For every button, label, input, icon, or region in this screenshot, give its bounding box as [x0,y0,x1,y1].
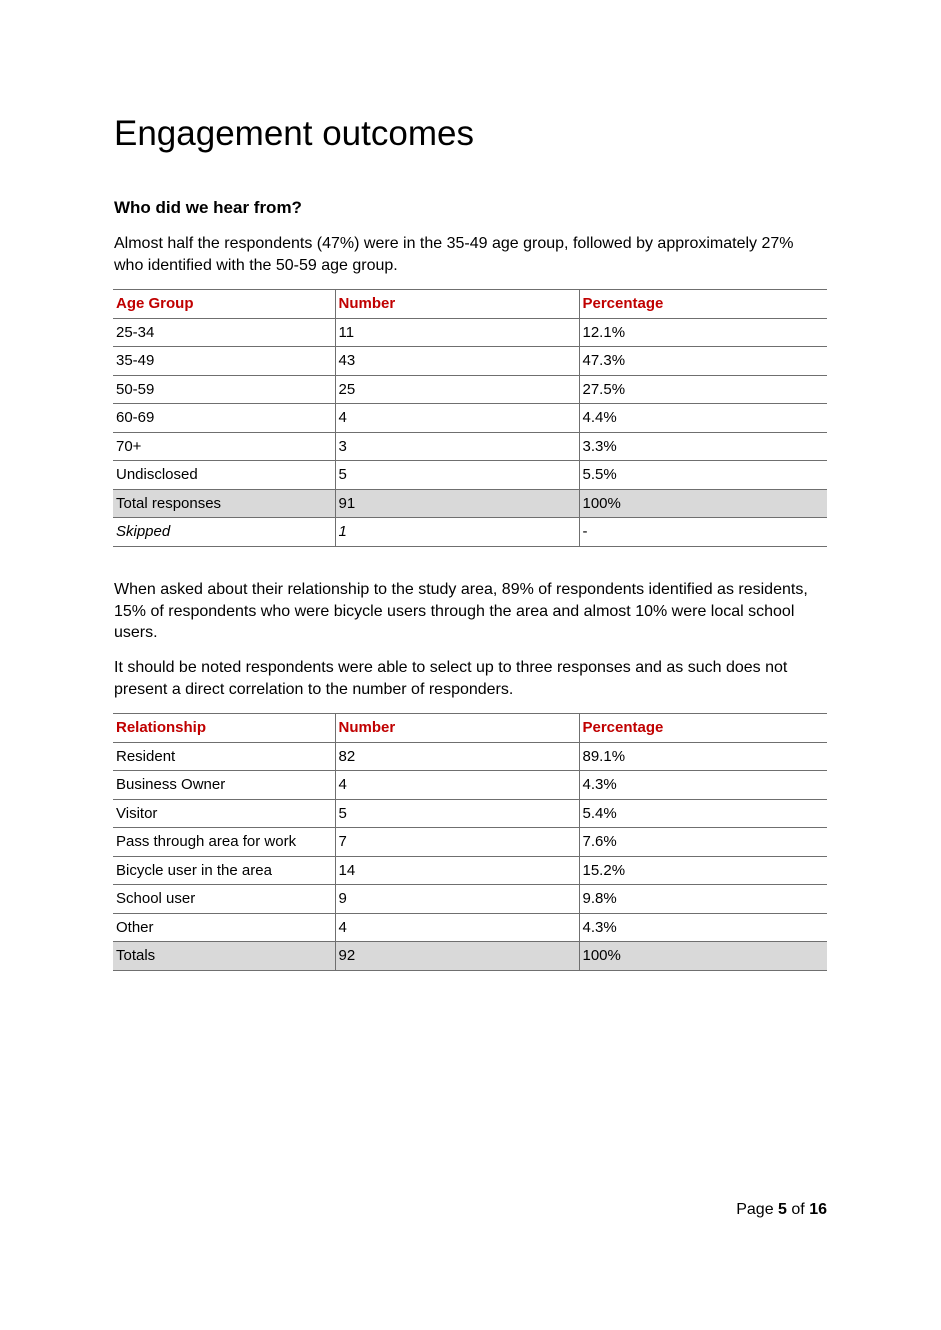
table-cell: School user [113,885,335,914]
current-page: 5 [778,1201,787,1218]
table-cell: 7 [335,828,579,857]
table-row [113,347,827,376]
table-cell: Resident [113,742,335,771]
table-row [113,913,827,942]
section-heading: Who did we hear from? [114,198,302,217]
table-cell: 4.3% [579,913,827,942]
table-cell: 12.1% [579,318,827,347]
table-cell: 27.5% [579,375,827,404]
skipped-label: Skipped [113,518,335,547]
total-row [113,489,827,518]
table-cell: 60-69 [113,404,335,433]
table-cell: 3.3% [579,432,827,461]
table-cell: 9.8% [579,885,827,914]
table-row [113,742,827,771]
table-row [113,799,827,828]
table-row [113,856,827,885]
total-label: Totals [113,942,335,971]
table-cell: 5.5% [579,461,827,490]
total-row [113,942,827,971]
table-cell: 7.6% [579,828,827,857]
table-row [113,771,827,800]
table-cell: 43 [335,347,579,376]
table-cell: 15.2% [579,856,827,885]
table-cell: 70+ [113,432,335,461]
table-row [113,318,827,347]
age-intro-paragraph: Almost half the respondents (47%) were in the 35-49 age group, followed by approximately 27% who identified with the 50-59 age group. [114,235,794,274]
header-number: Number [335,714,579,743]
age-group-table [113,289,827,547]
total-label: Total responses [113,489,335,518]
total-pages: 16 [809,1201,827,1218]
relationship-intro-paragraph: When asked about their relationship to the study area, 89% of respondents identified as residents, 15% of respondents who were bicycle users through the area and almost 10% were local school users. [114,581,808,641]
table-cell: 5.4% [579,799,827,828]
table-cell: 4 [335,771,579,800]
table-cell: 82 [335,742,579,771]
skipped-percentage: - [579,518,827,547]
skipped-row [113,518,827,547]
table-cell: 14 [335,856,579,885]
skipped-number: 1 [335,518,579,547]
table-row [113,375,827,404]
table-cell: 35-49 [113,347,335,376]
page-label: Page [736,1201,774,1218]
table-row [113,404,827,433]
table-cell: 47.3% [579,347,827,376]
table-cell: 25 [335,375,579,404]
table-cell: Other [113,913,335,942]
table-row [113,461,827,490]
table-cell: 4.3% [579,771,827,800]
table-row [113,828,827,857]
table-header-row [113,714,827,743]
total-number: 92 [335,942,579,971]
table-cell: 4 [335,913,579,942]
of-label: of [791,1201,805,1218]
table-row [113,432,827,461]
relationship-table [113,713,827,971]
table-cell: Pass through area for work [113,828,335,857]
table-header-row [113,290,827,319]
header-percentage: Percentage [579,290,827,319]
table-cell: 25-34 [113,318,335,347]
header-percentage: Percentage [579,714,827,743]
table-cell: 4 [335,404,579,433]
header-age-group: Age Group [113,290,335,319]
table-cell: 50-59 [113,375,335,404]
total-percentage: 100% [579,942,827,971]
total-number: 91 [335,489,579,518]
table-cell: Undisclosed [113,461,335,490]
table-cell: 4.4% [579,404,827,433]
page-number [736,1200,827,1220]
table-cell: 5 [335,461,579,490]
table-cell: 11 [335,318,579,347]
header-number: Number [335,290,579,319]
table-cell: Business Owner [113,771,335,800]
table-cell: Visitor [113,799,335,828]
table-row [113,885,827,914]
table-cell: 89.1% [579,742,827,771]
total-percentage: 100% [579,489,827,518]
table-cell: Bicycle user in the area [113,856,335,885]
relationship-note-paragraph: It should be noted respondents were able to select up to three responses and as such does not present a direct correlation to the number of responders. [114,659,788,698]
table-cell: 9 [335,885,579,914]
table-cell: 3 [335,432,579,461]
page-title: Engagement outcomes [114,114,474,153]
table-cell: 5 [335,799,579,828]
header-relationship: Relationship [113,714,335,743]
